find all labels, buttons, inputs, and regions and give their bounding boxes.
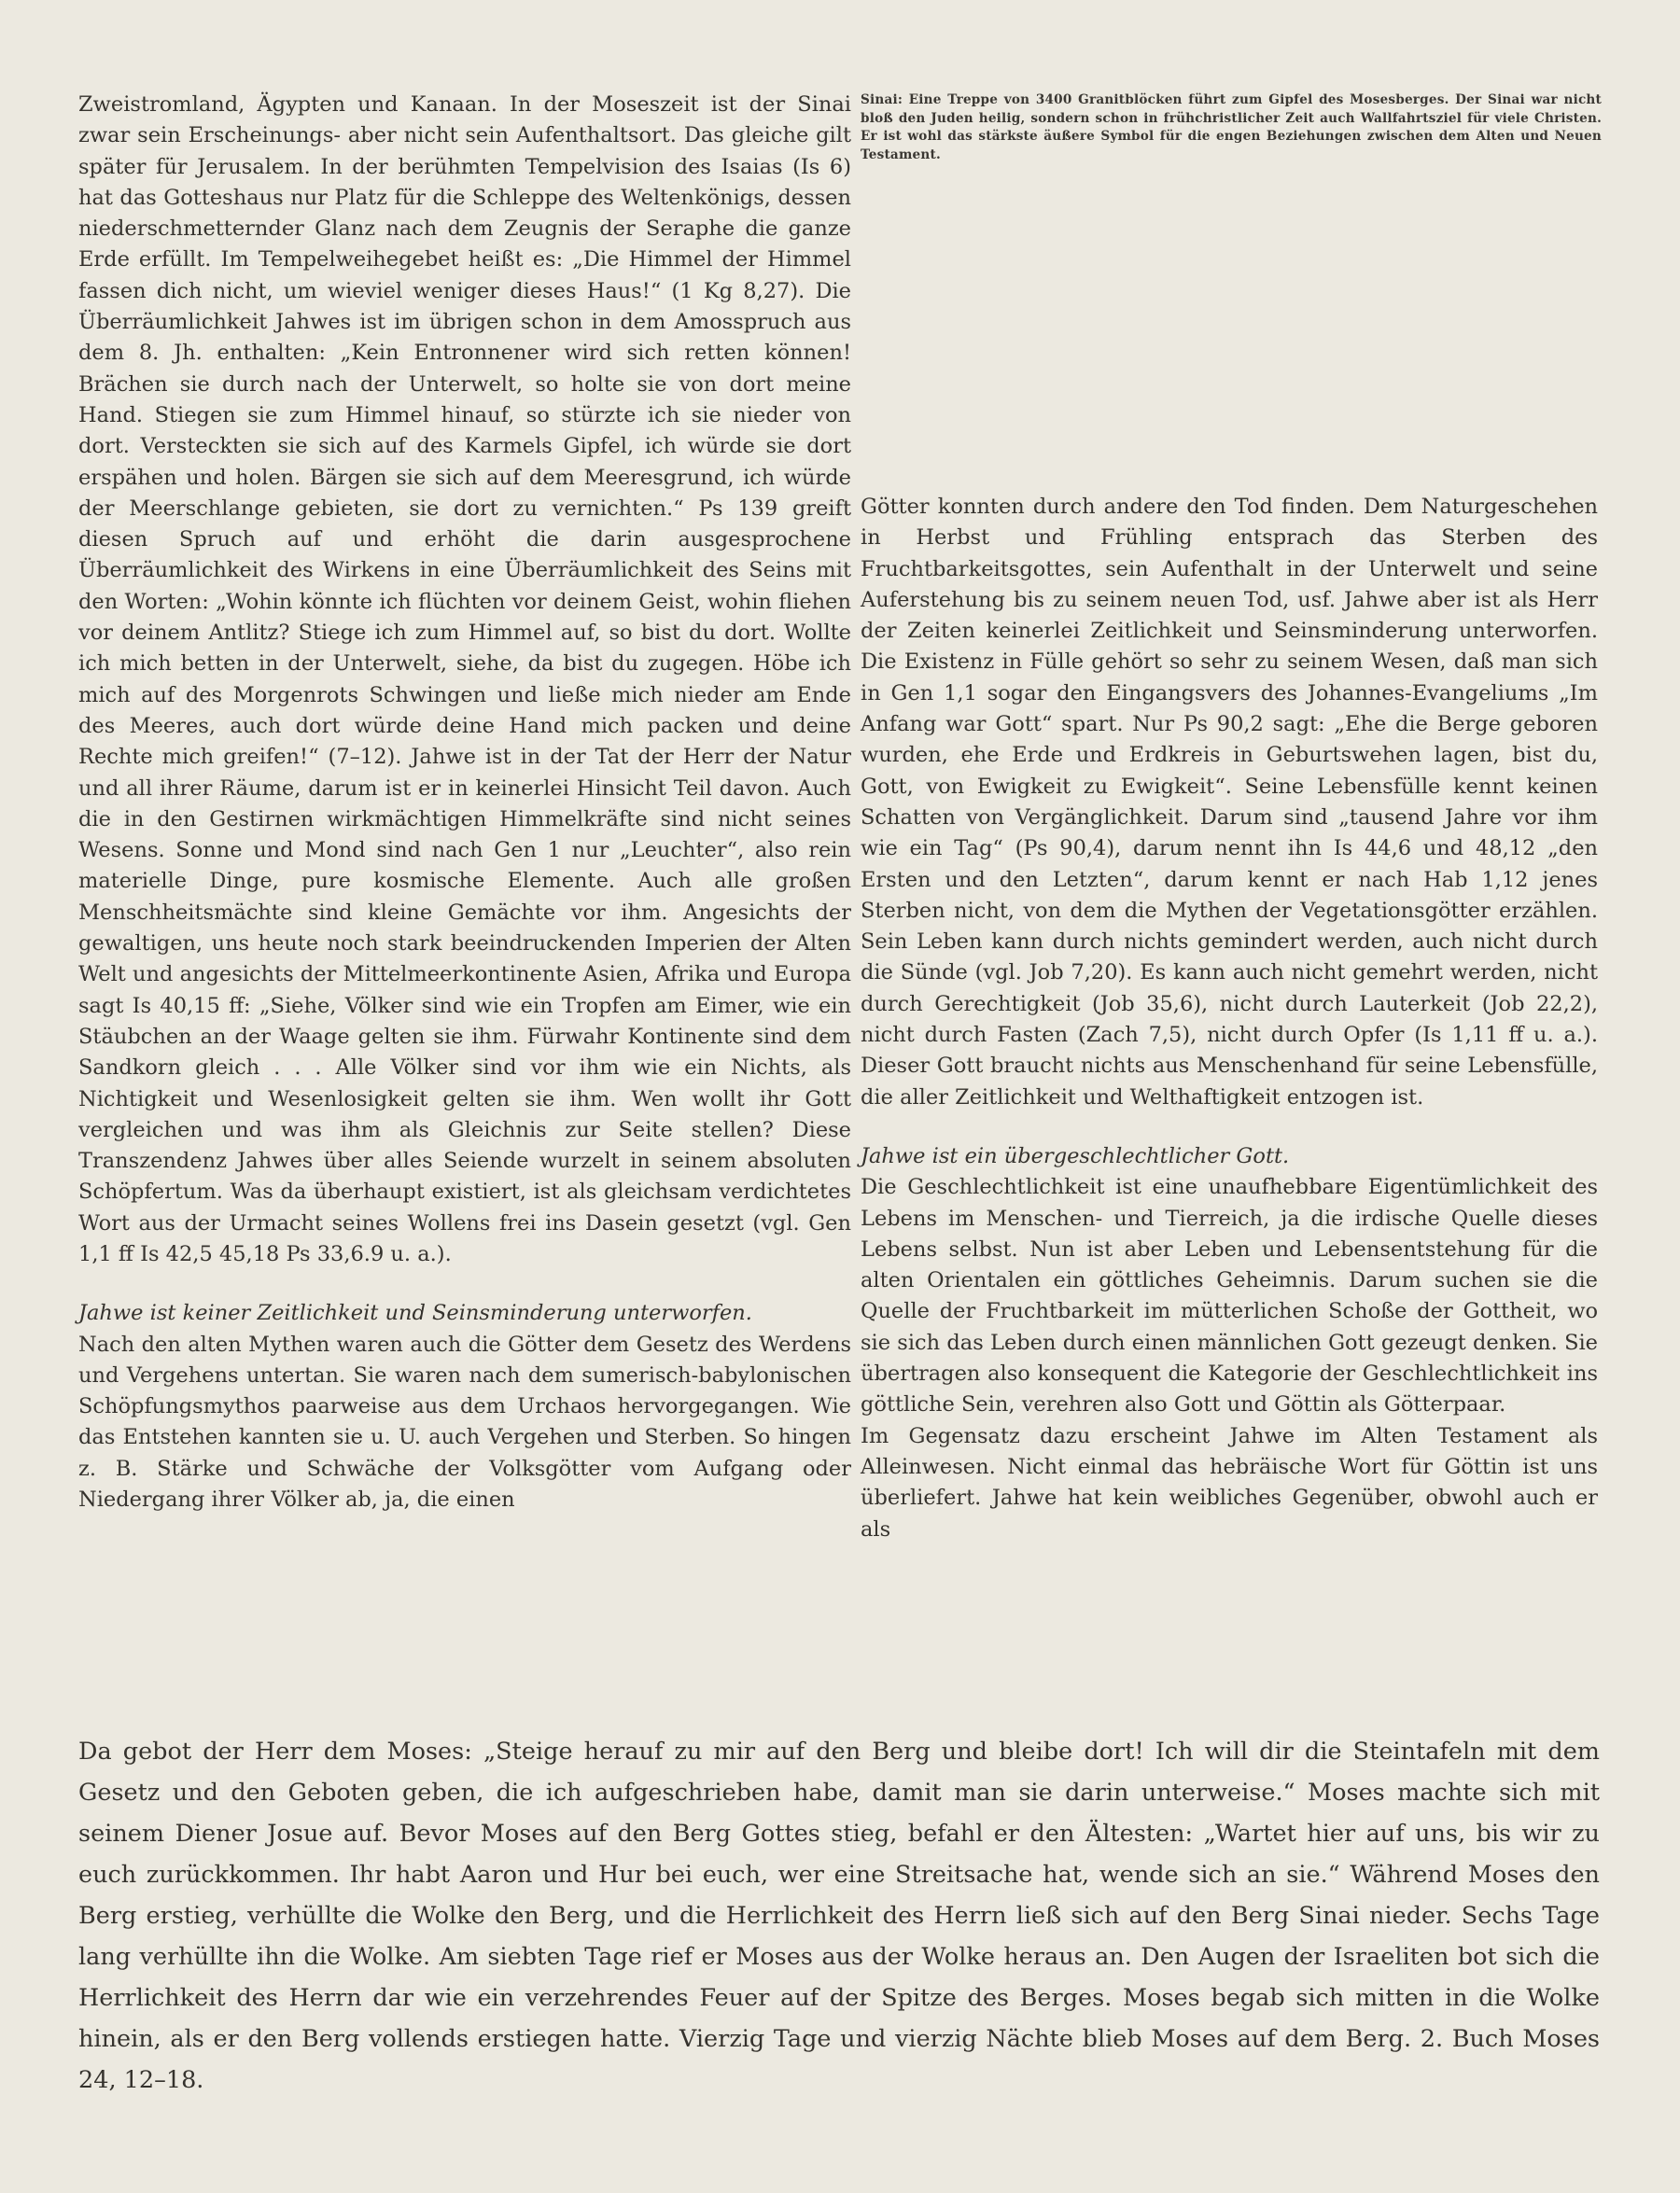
section-heading: Jahwe ist keiner Zeitlichkeit und Seinsminderung unterworfen. <box>78 1301 752 1326</box>
right-text-column <box>861 492 1598 1545</box>
body-paragraph: Die Geschlechtlichkeit ist eine unaufhebbare Eigentümlichkeit des Lebens im Menschen- und Tierreich, ja die irdische Quelle dieses Lebens selbst. Nun ist aber Leben und Lebensentstehung für die alten Orientalen ein göttliches Geheimnis. Darum suchen sie die Quelle der Fruchtbarkeit im mütterlichen Schoße der Gottheit, wo sie sich das Leben durch einen männlichen Gott gezeugt denken. Sie übertragen also konsequent die Kategorie der Geschlechtlichkeit ins göttliche Sein, verehren also Gott und Göttin als Götterpaar. <box>861 1175 1598 1418</box>
body-paragraph: Götter konnten durch andere den Tod finden. Dem Naturgeschehen in Herbst und Frühling entsprach das Sterben des Fruchtbarkeitsgottes, sein Aufenthalt in der Unterwelt und seine Auferstehung bis zu seinem neuen Tod, usf. Jahwe aber ist als Herr der Zeiten keinerlei Zeitlichkeit und Seinsminderung unterworfen. Die Existenz in Fülle gehört so sehr zu seinem Wesen, daß man sich in Gen 1,1 sogar den Eingangsvers des Johannes-Evangeliums „Im Anfang war Gott“ spart. Nur Ps 90,2 sagt: „Ehe die Berge geboren wurden, ehe Erde und Erdkreis in Geburtswehen lagen, bist du, Gott, von Ewigkeit zu Ewigkeit“. Seine Lebensfülle kennt keinen Schatten von Vergänglichkeit. Darum sind „tausend Jahre vor ihm wie ein Tag“ (Ps 90,4), darum nennt ihn Is 44,6 und 48,12 „den Ersten und den Letzten“, darum kennt er nach Hab 1,12 jenes Sterben nicht, von dem die Mythen der Vegetationsgötter erzählen. Sein Leben kann durch nichts gemindert werden, auch nicht durch die Sünde (vgl. Job 7,20). Es kann auch nicht gemehrt werden, nicht durch Gerechtigkeit (Job 35,6), nicht durch Lauterkeit (Job 22,2), nicht durch Fasten (Zach 7,5), nicht durch Opfer (Is 1,11 ff u. a.). Dieser Gott braucht nichts aus Menschenhand für seine Lebensfülle, die aller Zeitlichkeit und Welthaftigkeit entzogen ist. <box>861 495 1598 1110</box>
image-caption: Sinai: Eine Treppe von 3400 Granitblöcken führt zum Gipfel des Mosesberges. Der Sinai war nicht bloß den Juden heilig, sondern schon in frühchristlicher Zeit auch Wallfahrtsziel für viele Christen. Er ist wohl das stärkste äußere Symbol für die engen Beziehungen zwischen dem Alten und Neuen Testament. <box>861 92 1602 162</box>
body-paragraph: Zweistromland, Ägypten und Kanaan. In der Moseszeit ist der Sinai zwar sein Erscheinungs- aber nicht sein Aufenthaltsort. Das gleiche gilt später für Jerusalem. In der berühmten Tempelvision des Isaias (Is 6) hat das Gotteshaus nur Platz für die Schleppe des Weltenkönigs, dessen niederschmetternder Glanz nach dem Zeugnis der Seraphe die ganze Erde erfüllt. Im Tempelweihegebet heißt es: „Die Himmel der Himmel fassen dich nicht, um wieviel weniger dieses Haus!“ (1 Kg 8,27). Die Überräumlichkeit Jahwes ist im übrigen schon in dem Amosspruch aus dem 8. Jh. enthalten: „Kein Entronnener wird sich retten können! Brächen sie durch nach der Unterwelt, so holte sie von dort meine Hand. Stiegen sie zum Himmel hinauf, so stürzte ich sie nieder von dort. Versteckten sie sich auf des Karmels Gipfel, ich würde sie dort erspähen und holen. Bärgen sie sich auf dem Meeresgrund, ich würde der Meerschlange gebieten, sie dort zu vernichten.“ Ps 139 greift diesen Spruch auf und erhöht die darin ausgesprochene Überräumlichkeit des Wirkens in eine Überräumlichkeit des Seins mit den Worten: „Wohin könnte ich flüchten vor deinem Geist, wohin fliehen vor deinem Antlitz? Stiege ich zum Himmel auf, so bist du dort. Wollte ich mich betten in der Unterwelt, siehe, da bist du zugegen. Höbe ich mich auf des Morgenrots Schwingen und ließe mich nieder am Ende des Meeres, auch dort würde deine Hand mich packen und deine Rechte mich greifen!“ (7–12). Jahwe ist in der Tat der Herr der Natur und all ihrer Räume, darum ist er in keinerlei Hinsicht Teil davon. Auch die in den Gestirnen wirkmächtigen Himmelkräfte sind nicht seines Wesens. Sonne und Mond sind nach Gen 1 nur „Leuchter“, also rein materielle Dinge, pure kosmische Elemente. Auch alle großen Menschheitsmächte sind kleine Gemächte vor ihm. Angesichts der gewaltigen, uns heute noch stark beeindruckenden Imperien der Alten Welt und angesichts der Mittelmeerkontinente Asien, Afrika und Europa sagt Is 40,15 ff: „Siehe, Völker sind wie ein Tropfen am Eimer, wie ein Stäubchen an der Waage gelten sie ihm. Fürwahr Kontinente sind dem Sandkorn gleich . . . Alle Völker sind vor ihm wie ein Nichts, als Nichtigkeit und Wesenlosigkeit gelten sie ihm. Wen wollt ihr Gott vergleichen und was ihm als Gleichnis zur Seite stellen? Diese Transzendenz Jahwes über alles Seiende wurzelt in seinem absoluten Schöpfertum. Was da überhaupt existiert, ist als gleichsam verdichtetes Wort aus der Urmacht seines Wollens frei ins Dasein gesetzt (vgl. Gen 1,1 ff Is 42,5 45,18 Ps 33,6.9 u. a.). <box>78 92 851 1266</box>
left-text-column <box>78 90 851 1516</box>
section-heading: Jahwe ist ein übergeschlechtlicher Gott. <box>861 1143 1290 1168</box>
body-paragraph: Nach den alten Mythen waren auch die Götter dem Gesetz des Werdens und Vergehens untertan. Sie waren nach dem sumerisch-babylonischen Schöpfungsmythos paarweise aus dem Urchaos hervorgegangen. Wie das Entstehen kannten sie u. U. auch Vergehen und Sterben. So hingen z. B. Stärke und Schwäche der Volksgötter vom Aufgang oder Niedergang ihrer Völker ab, ja, die einen <box>78 1332 851 1513</box>
body-paragraph: Im Gegensatz dazu erscheint Jahwe im Alten Testament als Alleinwesen. Nicht einmal das hebräische Wort für Göttin ist uns überliefert. Jahwe hat kein weibliches Gegenüber, obwohl auch er als <box>861 1423 1598 1542</box>
bible-quote: Da gebot der Herr dem Moses: „Steige herauf zu mir auf den Berg und bleibe dort! Ich will dir die Steintafeln mit dem Gesetz und den Geboten geben, die ich aufgeschrieben habe, damit man sie darin unterweise.“ Moses machte sich mit seinem Diener Josue auf. Bevor Moses auf den Berg Gottes stieg, befahl er den Ältesten: „Wartet hier auf uns, bis wir zu euch zurückkommen. Ihr habt Aaron und Hur bei euch, wer eine Streitsache hat, wende sich an sie.“ Während Moses den Berg erstieg, verhüllte die Wolke den Berg, und die Herrlichkeit des Herrn ließ sich auf den Berg Sinai nieder. Sechs Tage lang verhüllte ihn die Wolke. Am siebten Tage rief er Moses aus der Wolke heraus an. Den Augen der Israeliten bot sich die Herrlichkeit des Herrn dar wie ein verzehrendes Feuer auf der Spitze des Berges. Moses begab sich mitten in die Wolke hinein, als er den Berg vollends erstiegen hatte. Vierzig Tage und vierzig Nächte blieb Moses auf dem Berg. 2. Buch Moses 24, 12–18. <box>78 1738 1600 2094</box>
